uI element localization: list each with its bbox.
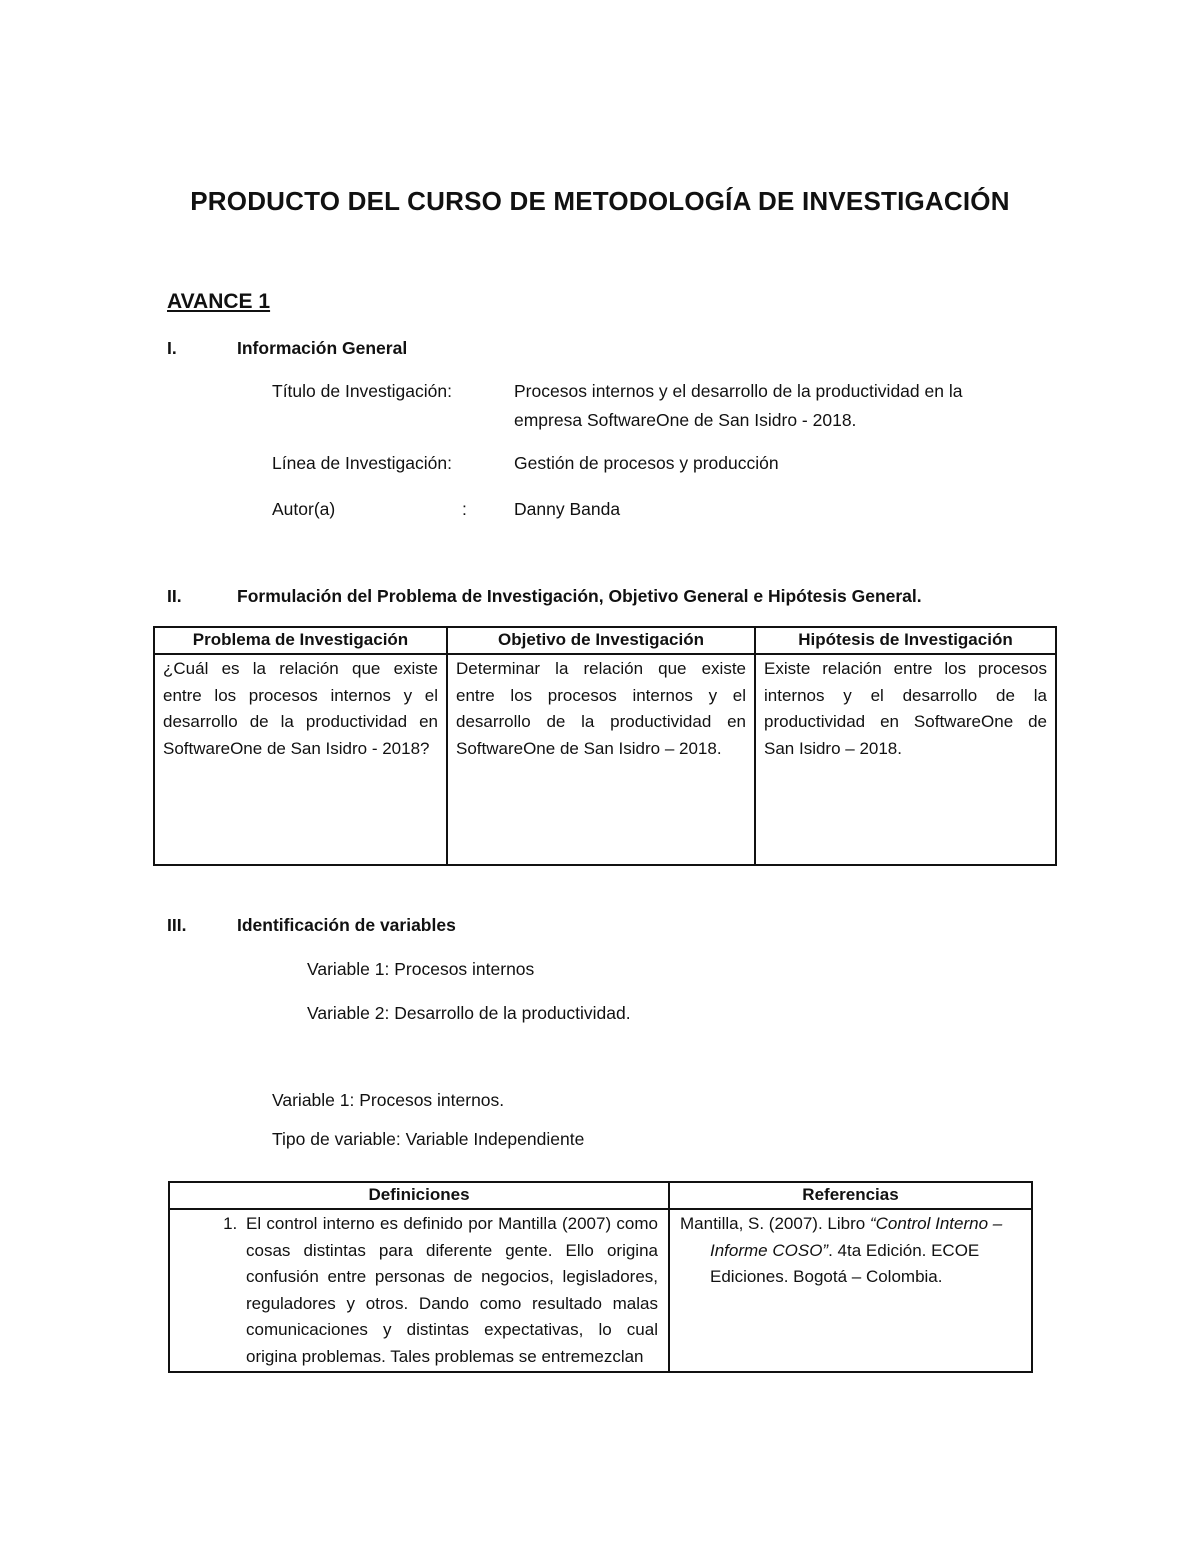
autor-value: Danny Banda (514, 499, 621, 519)
header-definiciones: Definiciones (169, 1182, 669, 1209)
section-3-number: III. (167, 915, 187, 935)
variable-2: Variable 2: Desarrollo de la productividad. (307, 1003, 631, 1023)
cell-objetivo: Determinar la relación que existe entre los procesos internos y el desarrollo de la productividad en SoftwareOne de San Isidro – 2018. (447, 654, 755, 865)
variable-1: Variable 1: Procesos internos (307, 959, 535, 979)
titulo-value-line-2: empresa SoftwareOne de San Isidro - 2018. (514, 410, 857, 430)
linea-value: Gestión de procesos y producción (514, 453, 779, 473)
definition-item: 1. El control interno es definido por Mantilla (2007) como cosas distintas para diferente gente. Ello origina confusión entre personas de negocios, legisladores, reguladores y otros. Dando como resultado malas comunicaciones y distintas expectativas, lo cual origina problemas. Tales problemas se entremezclan (242, 1211, 658, 1370)
avance-heading: AVANCE 1 (167, 290, 271, 313)
definitions-table (168, 1181, 1033, 1373)
reference-title: “Control Interno – Informe COSO” (710, 1214, 1003, 1260)
header-objetivo: Objetivo de Investigación (447, 627, 755, 654)
cell-hipotesis: Existe relación entre los procesos internos y el desarrollo de la productividad en SoftwareOne de San Isidro – 2018. (755, 654, 1056, 865)
header-hipotesis: Hipótesis de Investigación (755, 627, 1056, 654)
header-problema: Problema de Investigación (154, 627, 447, 654)
titulo-value-line-1: Procesos internos y el desarrollo de la productividad en la (514, 381, 963, 401)
variable-1-detail: Variable 1: Procesos internos. (272, 1090, 505, 1110)
cell-referencia (669, 1209, 1032, 1372)
cell-definicion (169, 1209, 669, 1372)
titulo-label: Título de Investigación: (272, 381, 452, 401)
header-referencias: Referencias (669, 1182, 1032, 1209)
section-1-number: I. (167, 338, 177, 358)
cell-problema: ¿Cuál es la relación que existe entre los procesos internos y el desarrollo de la productividad en SoftwareOne de San Isidro - 2018? (154, 654, 447, 865)
problem-table (153, 626, 1057, 866)
section-2-title: Formulación del Problema de Investigación, Objetivo General e Hipótesis General. (237, 586, 922, 606)
autor-colon: : (462, 499, 467, 519)
reference-text-c: . 4ta Edición. ECOE Ediciones. Bogotá – Colombia. (710, 1240, 980, 1286)
reference-text-a: Mantilla, S. (2007). Libro (680, 1214, 870, 1233)
reference-entry (680, 1211, 1023, 1291)
variable-type: Tipo de variable: Variable Independiente (272, 1129, 585, 1149)
section-2-number: II. (167, 586, 182, 606)
section-3-title: Identificación de variables (237, 915, 456, 935)
document-title: PRODUCTO DEL CURSO DE METODOLOGÍA DE INVESTIGACIÓN (190, 186, 1010, 216)
section-1-title: Información General (237, 338, 408, 358)
titulo-value (514, 377, 962, 435)
autor-label: Autor(a) (272, 499, 336, 519)
linea-label: Línea de Investigación: (272, 453, 452, 473)
